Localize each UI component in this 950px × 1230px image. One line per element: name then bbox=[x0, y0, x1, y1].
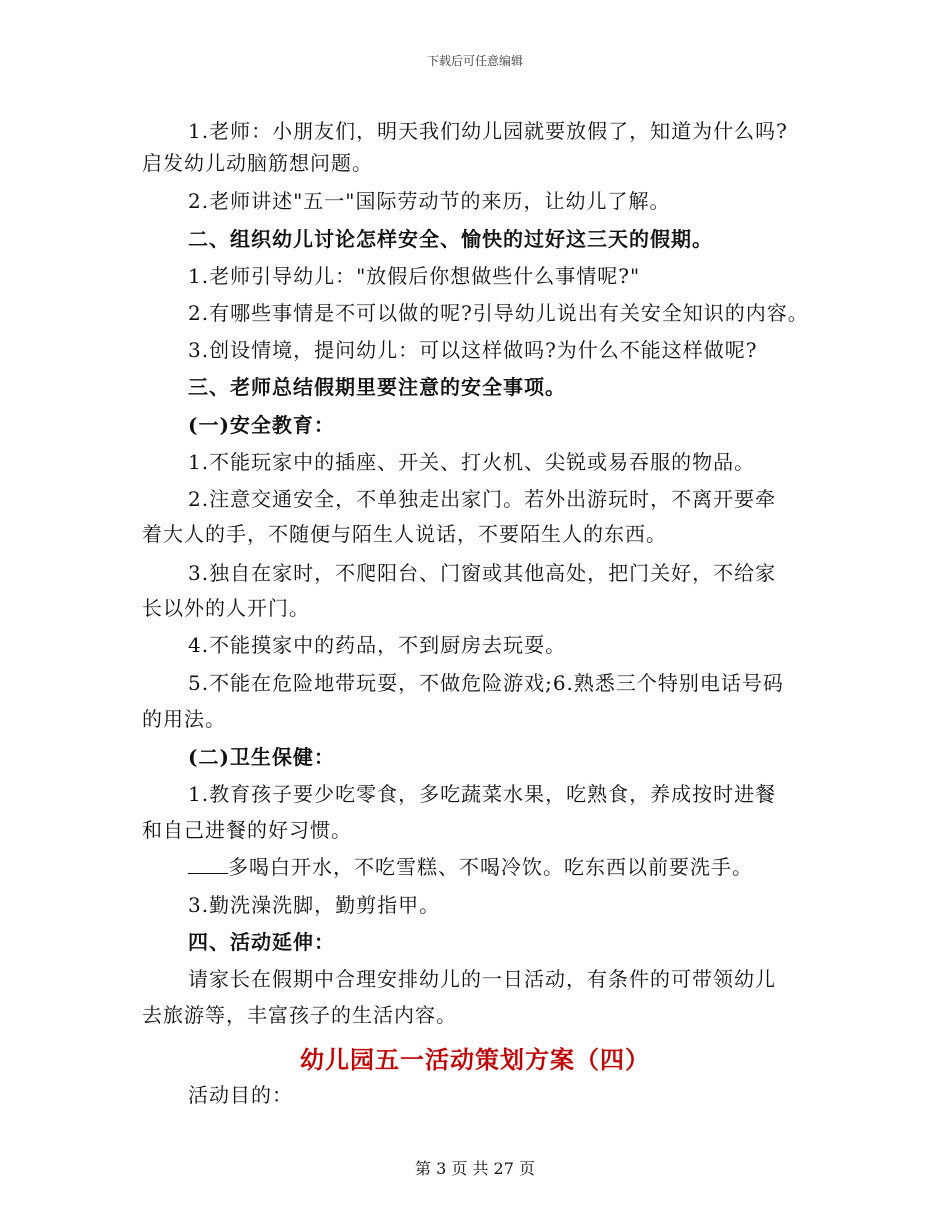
paragraph-line: 和自己进餐的好习惯。 bbox=[142, 818, 352, 842]
paragraph-line: 1.老师引导幼儿："放假后你想做些什么事情呢?" bbox=[188, 264, 641, 288]
paragraph-line: 2.有哪些事情是不可以做的呢?引导幼儿说出有关安全知识的内容。 bbox=[188, 301, 809, 325]
page-header: 下载后可任意编辑 bbox=[426, 54, 523, 68]
paragraph-line: 1.不能玩家中的插座、开关、打火机、尖锐或易吞服的物品。 bbox=[188, 450, 756, 474]
paragraph-line: 长以外的人开门。 bbox=[142, 596, 310, 620]
paragraph-line: 的用法。 bbox=[142, 707, 226, 731]
paragraph-line: 3.创设情境，提问幼儿：可以这样做吗?为什么不能这样做呢? bbox=[188, 338, 758, 362]
paragraph-line: 1.教育孩子要少吃零食，多吃蔬菜水果，吃熟食，养成按时进餐 bbox=[188, 782, 777, 806]
document-section-title: 幼儿园五一活动策划方案（四） bbox=[300, 1045, 650, 1074]
paragraph-line: 4.不能摸家中的药品，不到厨房去玩耍。 bbox=[188, 633, 567, 657]
paragraph-line-with-blank bbox=[188, 854, 753, 880]
section-heading: 三、老师总结假期里要注意的安全事项。 bbox=[188, 375, 566, 399]
paragraph-line: 5.不能在危险地带玩耍，不做危险游戏;6.熟悉三个特别电话号码 bbox=[188, 671, 784, 695]
paragraph-text: 多喝白开水，不吃雪糕、不喝冷饮。吃东西以前要洗手。 bbox=[228, 855, 753, 879]
subsection-heading: (一)安全教育： bbox=[188, 413, 335, 437]
paragraph-line: 3.勤洗澡洗脚，勤剪指甲。 bbox=[188, 893, 441, 917]
page-number-footer: 第 3 页 共 27 页 bbox=[415, 1159, 535, 1178]
subsection-heading: (二)卫生保健： bbox=[188, 745, 335, 769]
paragraph-line: 启发幼儿动脑筋想问题。 bbox=[142, 151, 373, 175]
paragraph-line: 活动目的： bbox=[188, 1083, 293, 1107]
fill-in-blank bbox=[188, 855, 228, 874]
paragraph-line: 2.注意交通安全，不单独走出家门。若外出游玩时，不离开要牵 bbox=[188, 487, 777, 511]
paragraph-line: 3.独自在家时，不爬阳台、门窗或其他高处，把门关好，不给家 bbox=[188, 561, 777, 585]
section-heading: 四、活动延伸： bbox=[188, 930, 335, 954]
paragraph-line: 去旅游等，丰富孩子的生活内容。 bbox=[142, 1003, 457, 1027]
paragraph-line: 着大人的手，不随便与陌生人说话，不要陌生人的东西。 bbox=[142, 522, 667, 546]
section-heading: 二、组织幼儿讨论怎样安全、愉快的过好这三天的假期。 bbox=[188, 227, 713, 251]
paragraph-line: 1.老师：小朋友们，明天我们幼儿园就要放假了，知道为什么吗? bbox=[188, 119, 788, 143]
paragraph-line: 2.老师讲述"五一"国际劳动节的来历，让幼儿了解。 bbox=[188, 189, 671, 213]
paragraph-line: 请家长在假期中合理安排幼儿的一日活动，有条件的可带领幼儿 bbox=[188, 967, 776, 991]
